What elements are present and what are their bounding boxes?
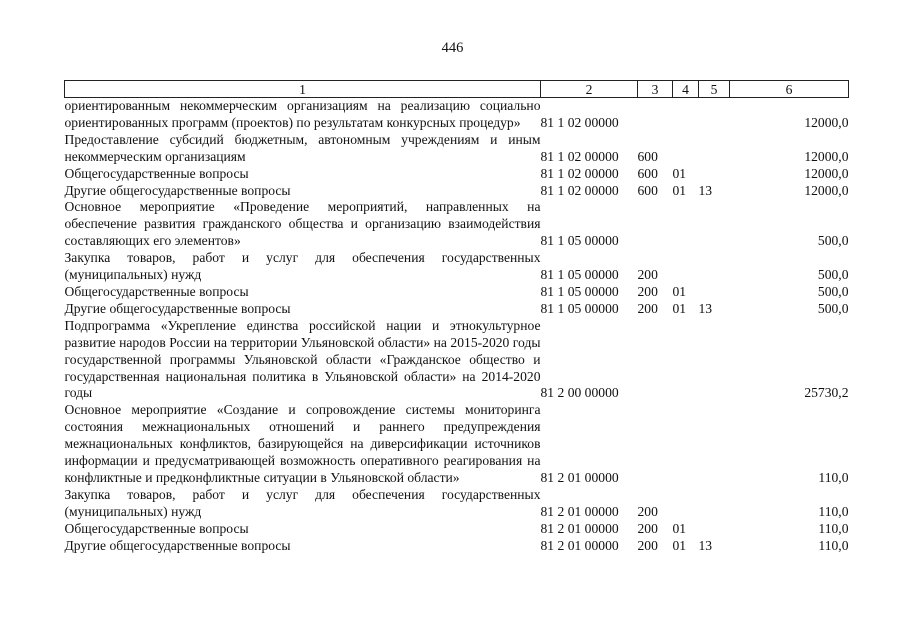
row-name: Основное мероприятие «Проведение мероприятий, направленных на обеспечение развития гражданского общества и организацию взаимодействия составляющих его элементов» [64,199,541,249]
row-amount: 12000,0 [804,165,849,181]
row-target-code: 81 2 01 00000 [540,469,619,485]
row-name: Общегосударственные вопросы [64,165,249,181]
budget-table [64,80,849,554]
row-section: 01 [672,537,687,553]
row-section [673,132,699,166]
row-expense-type [638,199,673,250]
table-row [65,183,849,200]
row-name: Закупка товаров, работ и услуг для обеспечения государственных (муниципальных) нужд [64,486,541,519]
row-subsection [699,166,730,183]
table-row [65,301,849,318]
row-target-code: 81 1 02 00000 [540,114,619,130]
row-amount: 500,0 [817,300,849,316]
row-subsection [699,487,730,521]
header-col-6: 6 [730,81,849,98]
row-target-code: 81 1 05 00000 [540,267,619,283]
row-subsection [699,521,730,538]
table-row [65,284,849,301]
row-subsection [699,250,730,284]
row-section [673,487,699,521]
row-section [673,98,699,132]
row-target-code: 81 1 05 00000 [540,283,619,299]
table-row [65,521,849,538]
row-target-code: 81 1 05 00000 [540,233,619,249]
row-section [673,250,699,284]
row-expense-type: 600 [637,182,658,198]
row-amount: 500,0 [817,233,849,249]
header-col-4: 4 [673,81,699,98]
row-expense-type: 200 [637,503,658,519]
row-expense-type: 600 [637,148,658,164]
row-section [673,318,699,403]
row-subsection [699,402,730,487]
row-expense-type [638,318,673,403]
row-section: 01 [672,165,687,181]
table-row [65,538,849,555]
row-amount: 500,0 [817,283,849,299]
header-col-3: 3 [638,81,673,98]
row-expense-type: 200 [637,520,658,536]
row-expense-type [638,402,673,487]
row-amount: 500,0 [817,267,849,283]
row-expense-type [638,98,673,132]
table-header [65,81,849,98]
row-target-code: 81 1 02 00000 [540,182,619,198]
row-amount: 110,0 [818,520,849,536]
row-section: 01 [672,283,687,299]
row-amount: 25730,2 [804,385,849,401]
row-name: Другие общегосударственные вопросы [64,537,291,553]
row-name: Другие общегосударственные вопросы [64,182,291,198]
row-target-code: 81 1 05 00000 [540,300,619,316]
page-number: 446 [441,40,464,56]
row-subsection: 13 [698,182,713,198]
row-name: Основное мероприятие «Создание и сопровождение системы мониторинга состояния межнациональных отношений и раннего предупреждения межнациональных конфликтов, базирующейся на диверсификации источников информации и предусматривающей возможность оперативного реагирования на конфликтные и предконфликтные ситуации в Ульяновской области» [64,402,541,485]
row-expense-type: 600 [637,165,658,181]
table-row [65,250,849,284]
row-target-code: 81 2 01 00000 [540,503,619,519]
table-row [65,166,849,183]
row-subsection [699,284,730,301]
header-col-1: 1 [65,81,541,98]
header-col-2: 2 [541,81,638,98]
row-name: ориентированным некоммерческим организациям на реализацию социально ориентированных программ (проектов) по результатам конкурсных процедур» [64,98,541,130]
row-amount: 12000,0 [804,114,849,130]
row-amount: 110,0 [818,503,849,519]
row-name: Подпрограмма «Укрепление единства российской нации и этнокультурное развитие народов России на территории Ульяновской области» на 2015-2020 годы государственной программы Ульяновской области «Гражданское общество и государственная национальная политика в Ульяновской области» на 2014-2020 годы [64,317,541,401]
row-name: Предоставление субсидий бюджетным, автономным учреждениям и иным некоммерческим организациям [64,131,541,164]
row-target-code: 81 1 02 00000 [540,165,619,181]
row-subsection: 13 [698,537,713,553]
row-subsection [699,318,730,403]
row-name: Закупка товаров, работ и услуг для обеспечения государственных (муниципальных) нужд [64,250,541,283]
table-body [65,98,849,555]
row-subsection [699,199,730,250]
table-row [65,199,849,250]
row-subsection [699,132,730,166]
row-name: Общегосударственные вопросы [64,283,249,299]
row-section: 01 [672,182,687,198]
row-subsection: 13 [698,300,713,316]
row-amount: 12000,0 [804,148,849,164]
row-expense-type: 200 [637,300,658,316]
row-target-code: 81 2 01 00000 [540,537,619,553]
row-amount: 110,0 [818,469,849,485]
row-target-code: 81 2 01 00000 [540,520,619,536]
row-expense-type: 200 [637,283,658,299]
table-row [65,402,849,487]
table-row [65,98,849,132]
row-name: Общегосударственные вопросы [64,520,249,536]
row-section: 01 [672,300,687,316]
table-row [65,318,849,403]
row-subsection [699,98,730,132]
header-col-5: 5 [699,81,730,98]
row-target-code: 81 1 02 00000 [540,148,619,164]
header-row [65,81,849,98]
row-section [673,199,699,250]
table-row [65,132,849,166]
row-amount: 12000,0 [804,182,849,198]
table-row [65,487,849,521]
row-expense-type: 200 [637,537,658,553]
row-section: 01 [672,520,687,536]
row-section [673,402,699,487]
row-name: Другие общегосударственные вопросы [64,300,291,316]
row-amount: 110,0 [818,537,849,553]
row-expense-type: 200 [637,267,658,283]
row-target-code: 81 2 00 00000 [540,385,619,401]
